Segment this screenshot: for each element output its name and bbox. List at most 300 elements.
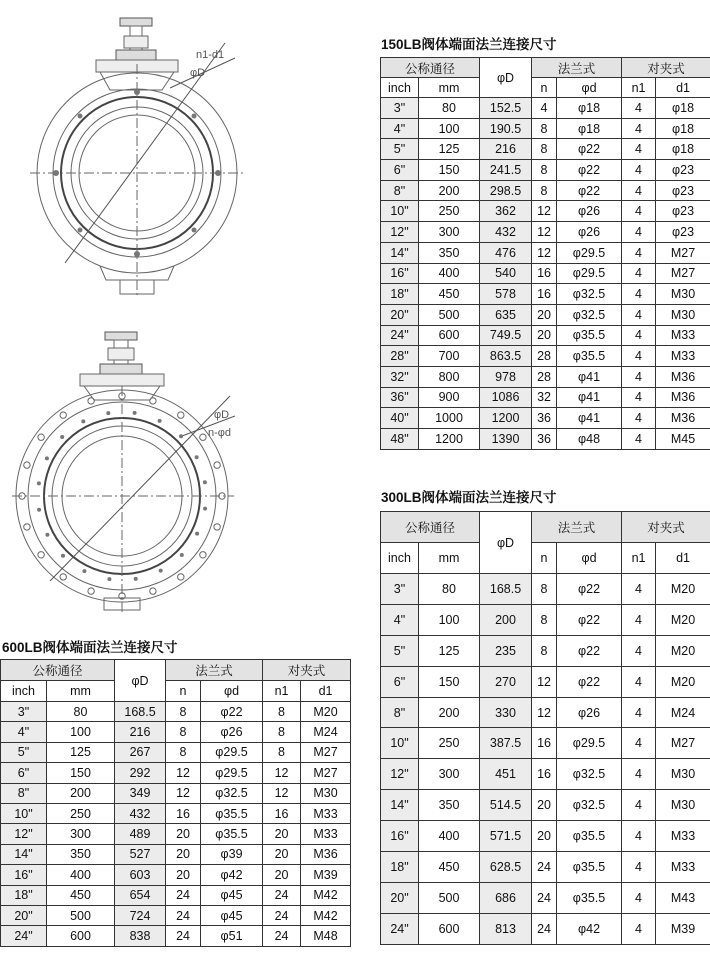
table-600lb-title: 600LB阀体端面法兰连接尺寸 — [2, 640, 178, 655]
table-row — [1, 905, 351, 925]
cell-diameter: 514.5 — [480, 790, 532, 821]
cell-diameter: 168.5 — [115, 702, 166, 722]
cell-bolt-hole: φ45 — [201, 885, 263, 905]
cell-mm: 400 — [419, 821, 480, 852]
cell-diameter: 387.5 — [480, 728, 532, 759]
cell-d1: M33 — [301, 803, 351, 823]
cell-n: 20 — [532, 325, 557, 346]
cell-n: 8 — [166, 722, 201, 742]
cell-mm: 600 — [419, 913, 480, 944]
cell-d1: M20 — [656, 635, 710, 666]
cell-n1: 4 — [622, 387, 656, 408]
cell-n: 24 — [166, 926, 201, 946]
table-row — [1, 824, 351, 844]
cell-bolt-hole: φ32.5 — [557, 790, 622, 821]
header-n: n — [532, 78, 557, 98]
table-row — [381, 118, 710, 139]
header-inch: inch — [381, 78, 419, 98]
cell-d1: M43 — [656, 882, 710, 913]
cell-n: 16 — [532, 284, 557, 305]
cell-diameter: 1200 — [480, 408, 532, 429]
cell-d1: M27 — [301, 742, 351, 762]
header-n: n — [166, 681, 201, 702]
cell-mm: 250 — [419, 201, 480, 222]
cell-diameter: 451 — [480, 759, 532, 790]
cell-d1: M33 — [301, 824, 351, 844]
cell-bolt-hole: φ22 — [557, 180, 622, 201]
cell-d1: M33 — [656, 346, 710, 367]
cell-mm: 80 — [47, 702, 115, 722]
cell-bolt-hole: φ32.5 — [557, 759, 622, 790]
cell-bolt-hole: φ26 — [557, 201, 622, 222]
cell-d1: M36 — [656, 366, 710, 387]
cell-inch: 10" — [1, 803, 47, 823]
cell-diameter: 200 — [480, 604, 532, 635]
cell-n1: 4 — [622, 98, 656, 119]
cell-n1: 24 — [263, 926, 301, 946]
table-row — [381, 180, 710, 201]
header-d: φD — [480, 58, 532, 98]
table-row — [381, 201, 710, 222]
cell-diameter: 654 — [115, 885, 166, 905]
wafer-valve-drawing — [20, 8, 260, 308]
cell-n1: 4 — [622, 180, 656, 201]
cell-bolt-hole: φ42 — [557, 913, 622, 944]
table-row — [381, 325, 710, 346]
cell-n1: 24 — [263, 905, 301, 925]
cell-mm: 250 — [419, 728, 480, 759]
cell-mm: 500 — [47, 905, 115, 925]
cell-n1: 8 — [263, 702, 301, 722]
cell-n1: 8 — [263, 742, 301, 762]
cell-n1: 8 — [263, 722, 301, 742]
cell-bolt-hole: φ22 — [201, 702, 263, 722]
cell-bolt-hole: φ22 — [557, 635, 622, 666]
cell-bolt-hole: φ22 — [557, 604, 622, 635]
cell-d1: M33 — [656, 852, 710, 883]
header-nominal: 公称通径 — [381, 512, 480, 543]
cell-mm: 700 — [419, 346, 480, 367]
table-row — [381, 759, 710, 790]
header-d1: d1 — [301, 681, 351, 702]
cell-mm: 450 — [419, 284, 480, 305]
cell-bolt-hole: φ42 — [201, 865, 263, 885]
table-row — [1, 763, 351, 783]
cell-bolt-hole: φ26 — [557, 222, 622, 243]
cell-n: 20 — [166, 824, 201, 844]
cell-d1: φ23 — [656, 160, 710, 181]
cell-inch: 24" — [381, 913, 419, 944]
cell-diameter: 813 — [480, 913, 532, 944]
cell-bolt-hole: φ35.5 — [201, 824, 263, 844]
cell-d1: M30 — [656, 790, 710, 821]
table-150lb — [380, 57, 710, 450]
cell-n1: 4 — [622, 284, 656, 305]
cell-diameter: 330 — [480, 697, 532, 728]
cell-d1: M39 — [301, 865, 351, 885]
cell-diameter: 838 — [115, 926, 166, 946]
cell-bolt-hole: φ41 — [557, 408, 622, 429]
header-n1: n1 — [263, 681, 301, 702]
cell-n1: 20 — [263, 824, 301, 844]
header-flange: 法兰式 — [532, 512, 622, 543]
cell-d1: M45 — [656, 429, 710, 450]
cell-diameter: 190.5 — [480, 118, 532, 139]
table-row — [381, 913, 710, 944]
cell-n: 8 — [532, 118, 557, 139]
table-row — [381, 408, 710, 429]
cell-n: 12 — [532, 222, 557, 243]
cell-mm: 80 — [419, 98, 480, 119]
cell-n: 8 — [166, 702, 201, 722]
cell-mm: 125 — [47, 742, 115, 762]
cell-n: 32 — [532, 387, 557, 408]
table-row — [381, 139, 710, 160]
cell-n1: 4 — [622, 574, 656, 605]
cell-diameter: 432 — [480, 222, 532, 243]
header-wafer: 对夹式 — [622, 58, 710, 78]
cell-n1: 4 — [622, 728, 656, 759]
label-n1-d1: n1-d1 — [196, 49, 225, 61]
cell-bolt-hole: φ45 — [201, 905, 263, 925]
cell-n: 16 — [166, 803, 201, 823]
table-row — [381, 790, 710, 821]
cell-inch: 4" — [381, 118, 419, 139]
cell-bolt-hole: φ29.5 — [557, 728, 622, 759]
cell-inch: 8" — [381, 697, 419, 728]
cell-inch: 16" — [381, 821, 419, 852]
cell-n: 8 — [532, 604, 557, 635]
cell-n1: 12 — [263, 763, 301, 783]
header-d1: d1 — [656, 543, 710, 574]
cell-d1: M36 — [656, 408, 710, 429]
cell-n: 12 — [532, 666, 557, 697]
header-wafer: 对夹式 — [622, 512, 710, 543]
cell-bolt-hole: φ41 — [557, 366, 622, 387]
cell-inch: 18" — [1, 885, 47, 905]
cell-mm: 400 — [47, 865, 115, 885]
cell-d1: φ18 — [656, 139, 710, 160]
cell-inch: 8" — [1, 783, 47, 803]
cell-n1: 4 — [622, 346, 656, 367]
cell-mm: 1000 — [419, 408, 480, 429]
cell-inch: 6" — [1, 763, 47, 783]
cell-n1: 4 — [622, 366, 656, 387]
cell-diameter: 540 — [480, 263, 532, 284]
cell-n: 8 — [166, 742, 201, 762]
cell-inch: 24" — [1, 926, 47, 946]
cell-inch: 8" — [381, 180, 419, 201]
cell-n: 20 — [166, 844, 201, 864]
table-row — [381, 697, 710, 728]
cell-inch: 12" — [381, 759, 419, 790]
table-300lb — [380, 511, 710, 945]
cell-n1: 4 — [622, 429, 656, 450]
cell-n: 20 — [166, 865, 201, 885]
cell-mm: 500 — [419, 882, 480, 913]
table-row — [381, 666, 710, 697]
cell-mm: 300 — [419, 759, 480, 790]
cell-n1: 4 — [622, 882, 656, 913]
cell-diameter: 267 — [115, 742, 166, 762]
cell-d1: M42 — [301, 905, 351, 925]
table-row — [381, 346, 710, 367]
cell-diameter: 1390 — [480, 429, 532, 450]
table-row — [381, 429, 710, 450]
cell-d1: M27 — [656, 728, 710, 759]
cell-mm: 450 — [419, 852, 480, 883]
table-row — [381, 635, 710, 666]
cell-inch: 20" — [1, 905, 47, 925]
cell-n: 12 — [532, 697, 557, 728]
cell-n: 16 — [532, 728, 557, 759]
cell-n: 12 — [532, 242, 557, 263]
header-n1: n1 — [622, 78, 656, 98]
cell-inch: 12" — [381, 222, 419, 243]
cell-d1: M33 — [656, 325, 710, 346]
table-600lb — [0, 659, 351, 947]
cell-n: 12 — [166, 763, 201, 783]
cell-bolt-hole: φ18 — [557, 98, 622, 119]
cell-bolt-hole: φ29.5 — [557, 242, 622, 263]
cell-inch: 4" — [381, 604, 419, 635]
cell-n: 24 — [532, 882, 557, 913]
cell-mm: 450 — [47, 885, 115, 905]
cell-d1: M20 — [656, 666, 710, 697]
cell-n1: 4 — [622, 408, 656, 429]
cell-d1: φ23 — [656, 180, 710, 201]
cell-mm: 100 — [419, 604, 480, 635]
cell-bolt-hole: φ32.5 — [201, 783, 263, 803]
cell-diameter: 724 — [115, 905, 166, 925]
cell-mm: 350 — [419, 242, 480, 263]
cell-d1: M36 — [656, 387, 710, 408]
header-mm: mm — [47, 681, 115, 702]
cell-mm: 125 — [419, 635, 480, 666]
cell-n1: 4 — [622, 635, 656, 666]
cell-n1: 20 — [263, 844, 301, 864]
cell-diameter: 298.5 — [480, 180, 532, 201]
cell-n1: 12 — [263, 783, 301, 803]
cell-n1: 4 — [622, 325, 656, 346]
cell-n1: 16 — [263, 803, 301, 823]
table-row — [1, 702, 351, 722]
cell-n1: 4 — [622, 604, 656, 635]
cell-d1: φ23 — [656, 201, 710, 222]
cell-diameter: 603 — [115, 865, 166, 885]
cell-inch: 5" — [1, 742, 47, 762]
header-n1: n1 — [622, 543, 656, 574]
cell-n: 8 — [532, 139, 557, 160]
cell-n: 24 — [166, 885, 201, 905]
cell-n1: 4 — [622, 263, 656, 284]
table-row — [381, 222, 710, 243]
cell-inch: 16" — [1, 865, 47, 885]
cell-n: 4 — [532, 98, 557, 119]
cell-mm: 150 — [419, 666, 480, 697]
cell-mm: 300 — [47, 824, 115, 844]
cell-n: 8 — [532, 574, 557, 605]
cell-diameter: 216 — [480, 139, 532, 160]
header-d: φD — [480, 512, 532, 574]
cell-diameter: 349 — [115, 783, 166, 803]
cell-d1: M33 — [656, 821, 710, 852]
cell-d1: M20 — [656, 574, 710, 605]
cell-inch: 6" — [381, 160, 419, 181]
cell-d1: M36 — [301, 844, 351, 864]
table-row — [1, 783, 351, 803]
cell-n: 36 — [532, 408, 557, 429]
cell-d1: M39 — [656, 913, 710, 944]
cell-bolt-hole: φ35.5 — [201, 803, 263, 823]
cell-diameter: 686 — [480, 882, 532, 913]
cell-n1: 4 — [622, 222, 656, 243]
cell-diameter: 578 — [480, 284, 532, 305]
cell-inch: 5" — [381, 139, 419, 160]
cell-inch: 14" — [1, 844, 47, 864]
header-mm: mm — [419, 543, 480, 574]
cell-n: 16 — [532, 263, 557, 284]
table-row — [1, 865, 351, 885]
table-row — [381, 284, 710, 305]
cell-mm: 300 — [419, 222, 480, 243]
cell-n: 12 — [166, 783, 201, 803]
header-flange: 法兰式 — [166, 660, 263, 681]
cell-mm: 350 — [419, 790, 480, 821]
cell-bolt-hole: φ22 — [557, 139, 622, 160]
cell-mm: 80 — [419, 574, 480, 605]
table-row — [1, 885, 351, 905]
header-inch: inch — [381, 543, 419, 574]
cell-inch: 48" — [381, 429, 419, 450]
cell-n: 28 — [532, 366, 557, 387]
table-row — [381, 98, 710, 119]
cell-diameter: 235 — [480, 635, 532, 666]
cell-mm: 400 — [419, 263, 480, 284]
cell-d1: M20 — [301, 702, 351, 722]
table-row — [381, 263, 710, 284]
cell-mm: 200 — [419, 697, 480, 728]
cell-bolt-hole: φ29.5 — [201, 742, 263, 762]
cell-bolt-hole: φ26 — [557, 697, 622, 728]
cell-d1: M30 — [656, 304, 710, 325]
cell-mm: 200 — [47, 783, 115, 803]
cell-inch: 20" — [381, 882, 419, 913]
cell-diameter: 292 — [115, 763, 166, 783]
cell-mm: 500 — [419, 304, 480, 325]
cell-inch: 32" — [381, 366, 419, 387]
cell-bolt-hole: φ35.5 — [557, 325, 622, 346]
cell-inch: 10" — [381, 201, 419, 222]
cell-diameter: 1086 — [480, 387, 532, 408]
cell-n1: 4 — [622, 242, 656, 263]
cell-diameter: 362 — [480, 201, 532, 222]
cell-inch: 4" — [1, 722, 47, 742]
table-row — [381, 242, 710, 263]
cell-n1: 4 — [622, 160, 656, 181]
cell-mm: 125 — [419, 139, 480, 160]
cell-inch: 28" — [381, 346, 419, 367]
cell-mm: 1200 — [419, 429, 480, 450]
cell-inch: 24" — [381, 325, 419, 346]
cell-inch: 14" — [381, 790, 419, 821]
header-d: φD — [115, 660, 166, 702]
cell-n: 20 — [532, 304, 557, 325]
cell-bolt-hole: φ35.5 — [557, 852, 622, 883]
cell-diameter: 635 — [480, 304, 532, 325]
cell-bolt-hole: φ35.5 — [557, 821, 622, 852]
cell-diameter: 749.5 — [480, 325, 532, 346]
header-n: n — [532, 543, 557, 574]
cell-n1: 4 — [622, 790, 656, 821]
table-row — [381, 366, 710, 387]
cell-inch: 12" — [1, 824, 47, 844]
cell-inch: 6" — [381, 666, 419, 697]
cell-n1: 4 — [622, 697, 656, 728]
table-row — [381, 852, 710, 883]
cell-inch: 18" — [381, 852, 419, 883]
cell-bolt-hole: φ26 — [201, 722, 263, 742]
cell-n1: 20 — [263, 865, 301, 885]
cell-inch: 16" — [381, 263, 419, 284]
table-300lb-title: 300LB阀体端面法兰连接尺寸 — [381, 490, 557, 505]
cell-bolt-hole: φ29.5 — [201, 763, 263, 783]
cell-n: 8 — [532, 160, 557, 181]
cell-n: 12 — [532, 201, 557, 222]
cell-mm: 100 — [419, 118, 480, 139]
cell-inch: 40" — [381, 408, 419, 429]
cell-inch: 3" — [381, 98, 419, 119]
cell-n1: 4 — [622, 666, 656, 697]
cell-n: 24 — [166, 905, 201, 925]
cell-d1: M48 — [301, 926, 351, 946]
header-phi-d: φd — [201, 681, 263, 702]
cell-diameter: 432 — [115, 803, 166, 823]
cell-d1: M24 — [656, 697, 710, 728]
cell-mm: 150 — [47, 763, 115, 783]
table-row — [381, 304, 710, 325]
cell-n: 8 — [532, 180, 557, 201]
cell-bolt-hole: φ35.5 — [557, 882, 622, 913]
cell-bolt-hole: φ32.5 — [557, 284, 622, 305]
cell-n1: 4 — [622, 201, 656, 222]
cell-n1: 4 — [622, 759, 656, 790]
cell-d1: φ18 — [656, 98, 710, 119]
table-row — [381, 604, 710, 635]
cell-d1: φ23 — [656, 222, 710, 243]
table-row — [381, 574, 710, 605]
cell-mm: 100 — [47, 722, 115, 742]
cell-bolt-hole: φ51 — [201, 926, 263, 946]
table-row — [1, 722, 351, 742]
cell-d1: M30 — [301, 783, 351, 803]
cell-diameter: 241.5 — [480, 160, 532, 181]
label-diameter-d: φD — [190, 67, 206, 79]
cell-n1: 4 — [622, 139, 656, 160]
table-row — [1, 803, 351, 823]
header-inch: inch — [1, 681, 47, 702]
header-d1: d1 — [656, 78, 710, 98]
label-n-phi-d: n-φd — [208, 427, 232, 439]
cell-bolt-hole: φ29.5 — [557, 263, 622, 284]
cell-mm: 250 — [47, 803, 115, 823]
cell-mm: 350 — [47, 844, 115, 864]
header-mm: mm — [419, 78, 480, 98]
table-row — [381, 160, 710, 181]
table-row — [381, 882, 710, 913]
cell-n1: 4 — [622, 913, 656, 944]
header-phi-d: φd — [557, 543, 622, 574]
